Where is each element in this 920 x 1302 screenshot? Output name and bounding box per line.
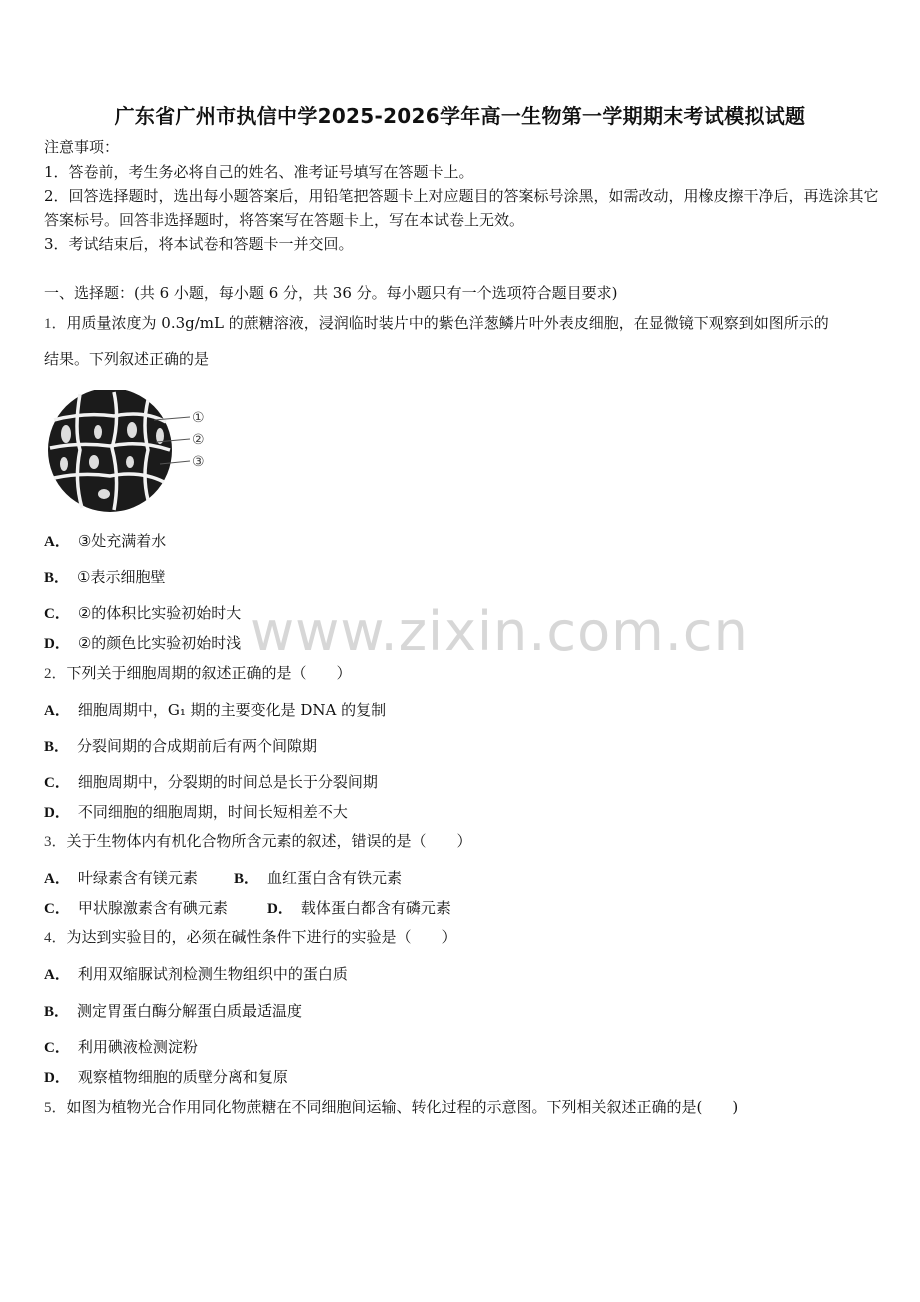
option-key: B． bbox=[44, 570, 70, 586]
q1-option-b bbox=[44, 566, 165, 587]
option-key: C． bbox=[44, 1040, 70, 1056]
figure-label-3: ③ bbox=[192, 454, 205, 470]
section-heading: 一、选择题：(共 6 小题，每小题 6 分，共 36 分。每小题只有一个选项符合题目要求) bbox=[44, 284, 618, 302]
option-text: 细胞周期中，分裂期的时间总是长于分裂间期 bbox=[77, 773, 378, 791]
figure-label-2: ② bbox=[192, 432, 205, 448]
option-key: A． bbox=[44, 703, 70, 719]
q3-option-b bbox=[234, 867, 402, 888]
option-text: ②的颜色比实验初始时浅 bbox=[77, 634, 242, 652]
q3-option-d bbox=[267, 897, 451, 918]
document-title: 广东省广州市执信中学2025-2026学年高一生物第一学期期末考试模拟试题 bbox=[114, 104, 806, 128]
question-number: 3． bbox=[44, 834, 67, 850]
option-key: D． bbox=[267, 901, 293, 917]
question-1-line-2: 结果。下列叙述正确的是 bbox=[44, 350, 210, 368]
notice-heading: 注意事项： bbox=[44, 138, 120, 156]
q4-option-d bbox=[44, 1066, 288, 1087]
q2-option-d bbox=[44, 801, 348, 822]
option-key: D． bbox=[44, 636, 70, 652]
option-text: 利用碘液检测淀粉 bbox=[77, 1038, 198, 1056]
figure-label-1: ① bbox=[192, 410, 205, 426]
q2-option-c bbox=[44, 771, 378, 792]
option-text: 叶绿素含有镁元素 bbox=[77, 869, 198, 887]
q1-option-d bbox=[44, 632, 241, 653]
option-text: 观察植物细胞的质壁分离和复原 bbox=[77, 1068, 288, 1086]
notice-item-1: 1．答卷前，考生务必将自己的姓名、准考证号填写在答题卡上。 bbox=[44, 163, 474, 181]
question-5-stem bbox=[44, 1097, 738, 1118]
question-4-stem bbox=[44, 927, 457, 948]
option-text: ①表示细胞壁 bbox=[77, 568, 166, 586]
q4-option-c bbox=[44, 1036, 198, 1057]
question-text: 如图为植物光合作用同化物蔗糖在不同细胞间运输、转化过程的示意图。下列相关叙述正确的是( ) bbox=[66, 1098, 739, 1116]
q1-option-c bbox=[44, 602, 241, 623]
option-text: 甲状腺激素含有碘元素 bbox=[77, 899, 228, 917]
option-text: 载体蛋白都含有磷元素 bbox=[300, 899, 451, 917]
notice-item-3: 3．考试结束后，将本试卷和答题卡一并交回。 bbox=[44, 235, 354, 253]
question-1-line-1: 用质量浓度为 0.3g/mL 的蔗糖溶液，浸润临时装片中的紫色洋葱鳞片叶外表皮细胞，在显微镜下观察到如图所示的 bbox=[66, 314, 829, 332]
option-text: 测定胃蛋白酶分解蛋白质最适温度 bbox=[77, 1002, 303, 1020]
option-key: B． bbox=[44, 739, 70, 755]
question-number: 1． bbox=[44, 316, 67, 332]
watermark: www.zixin.com.cn bbox=[250, 600, 749, 663]
option-key: C． bbox=[44, 901, 70, 917]
question-text: 关于生物体内有机化合物所含元素的叙述，错误的是（ ） bbox=[66, 832, 472, 850]
q1-option-a bbox=[44, 530, 166, 551]
microscope-cell-figure bbox=[44, 390, 219, 512]
question-number: 4． bbox=[44, 930, 67, 946]
question-text: 为达到实验目的，必须在碱性条件下进行的实验是（ ） bbox=[66, 928, 457, 946]
q2-option-a bbox=[44, 699, 386, 720]
question-3-stem bbox=[44, 831, 472, 852]
question-text: 下列关于细胞周期的叙述正确的是（ ） bbox=[66, 664, 352, 682]
question-number: 5． bbox=[44, 1100, 67, 1116]
option-text: ③处充满着水 bbox=[77, 532, 167, 550]
option-key: B． bbox=[234, 871, 260, 887]
q3-option-a bbox=[44, 867, 198, 888]
option-text: 不同细胞的细胞周期，时间长短相差不大 bbox=[77, 803, 348, 821]
option-text: 利用双缩脲试剂检测生物组织中的蛋白质 bbox=[77, 965, 348, 983]
q4-option-a bbox=[44, 963, 348, 984]
option-key: B． bbox=[44, 1004, 70, 1020]
option-key: D． bbox=[44, 1070, 70, 1086]
question-2-stem bbox=[44, 663, 352, 684]
question-1-stem bbox=[44, 313, 829, 334]
option-key: A． bbox=[44, 967, 70, 983]
question-number: 2． bbox=[44, 666, 67, 682]
option-key: C． bbox=[44, 775, 70, 791]
option-text: 细胞周期中，G₁ 期的主要变化是 DNA 的复制 bbox=[77, 701, 387, 719]
option-text: 血红蛋白含有铁元素 bbox=[267, 869, 403, 887]
option-key: D． bbox=[44, 805, 70, 821]
q4-option-b bbox=[44, 1000, 302, 1021]
option-key: C． bbox=[44, 606, 70, 622]
option-key: A． bbox=[44, 534, 70, 550]
notice-item-2: 2．回答选择题时，选出每小题答案后，用铅笔把答题卡上对应题目的答案标号涂黑，如需改动，用橡皮擦干净后，再选涂其它答案标号。回答非选择题时，将答案写在答题卡上，写在本试卷上无效。 bbox=[44, 187, 879, 229]
option-text: 分裂间期的合成期前后有两个间隙期 bbox=[77, 737, 318, 755]
q2-option-b bbox=[44, 735, 317, 756]
q3-option-c bbox=[44, 897, 228, 918]
option-key: A． bbox=[44, 871, 70, 887]
option-text: ②的体积比实验初始时大 bbox=[77, 604, 242, 622]
